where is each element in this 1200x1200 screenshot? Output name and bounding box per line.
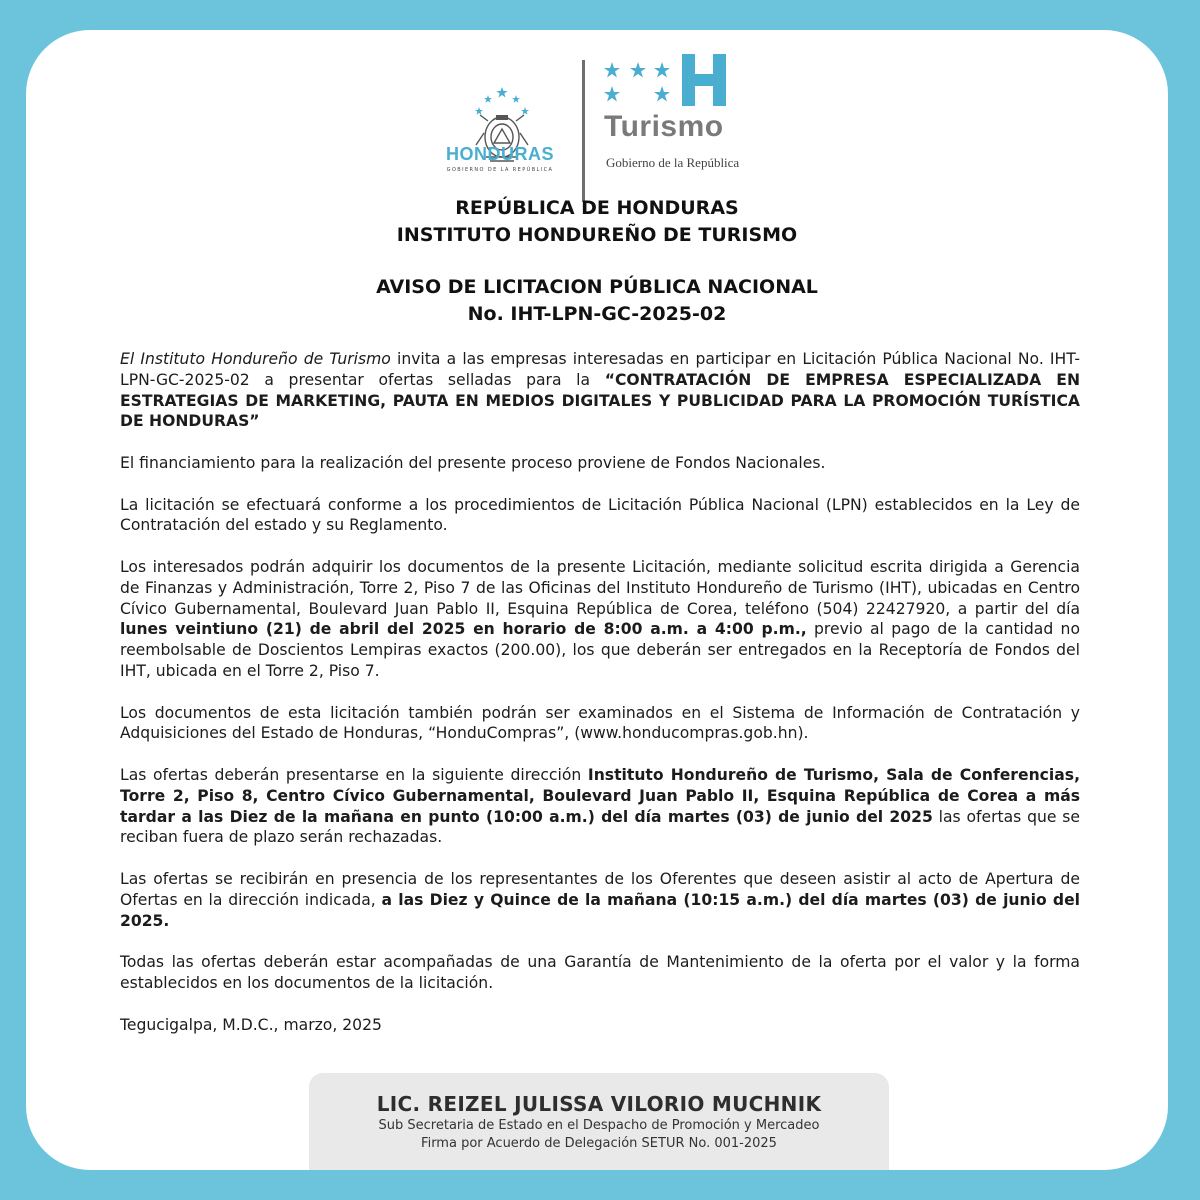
signatory-name: LIC. REIZEL JULISSA VILORIO MUCHNIK (376, 1092, 822, 1116)
notice-title: AVISO DE LICITACION PÚBLICA NACIONAL (376, 276, 818, 298)
notice-number: No. IHT-LPN-GC-2025-02 (467, 303, 727, 325)
opening-text: Las ofertas se recibirán en presencia de los representantes de los Oferentes que deseen asistir al acto de Apertura de Ofertas en la dirección indicada, (120, 869, 1080, 909)
documents-text: Los interesados podrán adquirir los documentos de la presente Licitación, mediante solicitud escrita dirigida a Gerencia de Finanzas y Administración, Torre 2, Piso 7 de las Oficinas del Instituto Hondureño de Turismo (IHT), ubicadas en Centro Cívico Gubernamental, Boulevard Juan Pablo II, Esquina República de Corea, teléfono (504) 22427920, a partir del día (120, 557, 1080, 618)
paragraph-opening (120, 869, 1080, 931)
paragraph-submission (120, 765, 1080, 848)
paragraph-guarantee: Todas las ofertas deberán estar acompañadas de una Garantía de Mantenimiento de la oferta por el valor y la forma establecidos en los documentos de la licitación. (120, 953, 1080, 992)
documents-date: lunes veintiuno (21) de abril del 2025 en horario de 8:00 a.m. a 4:00 p.m., (120, 620, 807, 639)
opening-time: a las Diez y Quince de la mañana (10:15 a.m.) del día martes (03) de junio del 2025. (120, 890, 1081, 930)
turismo-h-logo-icon (682, 54, 726, 106)
submission-deadline-note: las ofertas que se reciban fuera de plazo serán rechazadas. (120, 807, 1081, 847)
logo-header (26, 30, 1168, 200)
signatory-delegation: Firma por Acuerdo de Delegación SETUR No. 001-2025 (421, 1136, 777, 1151)
paragraph-invitation (120, 349, 1080, 432)
submission-text: Las ofertas deberán presentarse en la siguiente dirección (120, 765, 588, 784)
header-institution: INSTITUTO HONDUREÑO DE TURISMO (396, 224, 798, 246)
notice-card (26, 30, 1168, 1170)
paragraph-procedure: La licitación se efectuará conforme a los procedimientos de Licitación Pública Nacional (LPN) establecidos en la Ley de Contratación del estado y su Reglamento. (120, 495, 1080, 535)
signature-box (309, 1073, 889, 1170)
documents-payment: previo al pago de la cantidad no reembolsable de Doscientos Lempiras exactos (200.00), los que deberán ser entregados en la Receptoría de Fondos del IHT, ubicada en el Torre 2, Piso 7. (120, 620, 1080, 680)
paragraph-honducompras: Los documentos de esta licitación también podrán ser examinados en el Sistema de Información de Contratación y Adquisiciones del Estado de Honduras, “HonduCompras”, (www.honducompras.gob.hn). (120, 703, 1080, 743)
place-date: Tegucigalpa, M.D.C., marzo, 2025 (120, 1015, 382, 1034)
turismo-subtitle: Gobierno de la República (606, 155, 740, 170)
submission-address: Instituto Hondureño de Turismo, Sala de Conferencias, Torre 2, Piso 8, Centro Cívico Gubernamental, Boulevard Juan Pablo II, Esquina República de Corea a más tardar a las Diez de la mañana en punto (10:00 a.m.) del día martes (03) de junio del 2025 (120, 765, 1080, 826)
contract-object: “CONTRATACIÓN DE EMPRESA ESPECIALIZADA EN ESTRATEGIAS DE MARKETING, PAUTA EN MEDIOS DIGITALES Y PUBLICIDAD PARA LA PROMOCIÓN TURÍSTICA DE HONDURAS” (120, 370, 1080, 431)
turismo-wordmark: Turismo (604, 110, 724, 143)
turismo-stars-icon (604, 58, 674, 106)
header-country: REPÚBLICA DE HONDURAS (455, 197, 739, 219)
invitation-text: invita a las empresas interesadas en participar en Licitación Pública Nacional No. IHT-LPN-GC-2025-02 a presentar ofertas selladas para la (120, 350, 1080, 389)
honduras-wordmark: HONDURAS (445, 144, 554, 164)
honduras-subtitle: GOBIERNO DE LA REPÚBLICA (446, 167, 554, 173)
notice-body (120, 349, 1080, 1056)
paragraph-financing: El financiamiento para la realización del presente proceso proviene de Fondos Nacionales. (120, 453, 826, 472)
logo-divider (582, 60, 585, 202)
signatory-title: Sub Secretaria de Estado en el Despacho de Promoción y Mercadeo (378, 1118, 820, 1133)
institution-name: El Instituto Hondureño de Turismo (120, 350, 391, 368)
paragraph-documents (120, 557, 1080, 682)
